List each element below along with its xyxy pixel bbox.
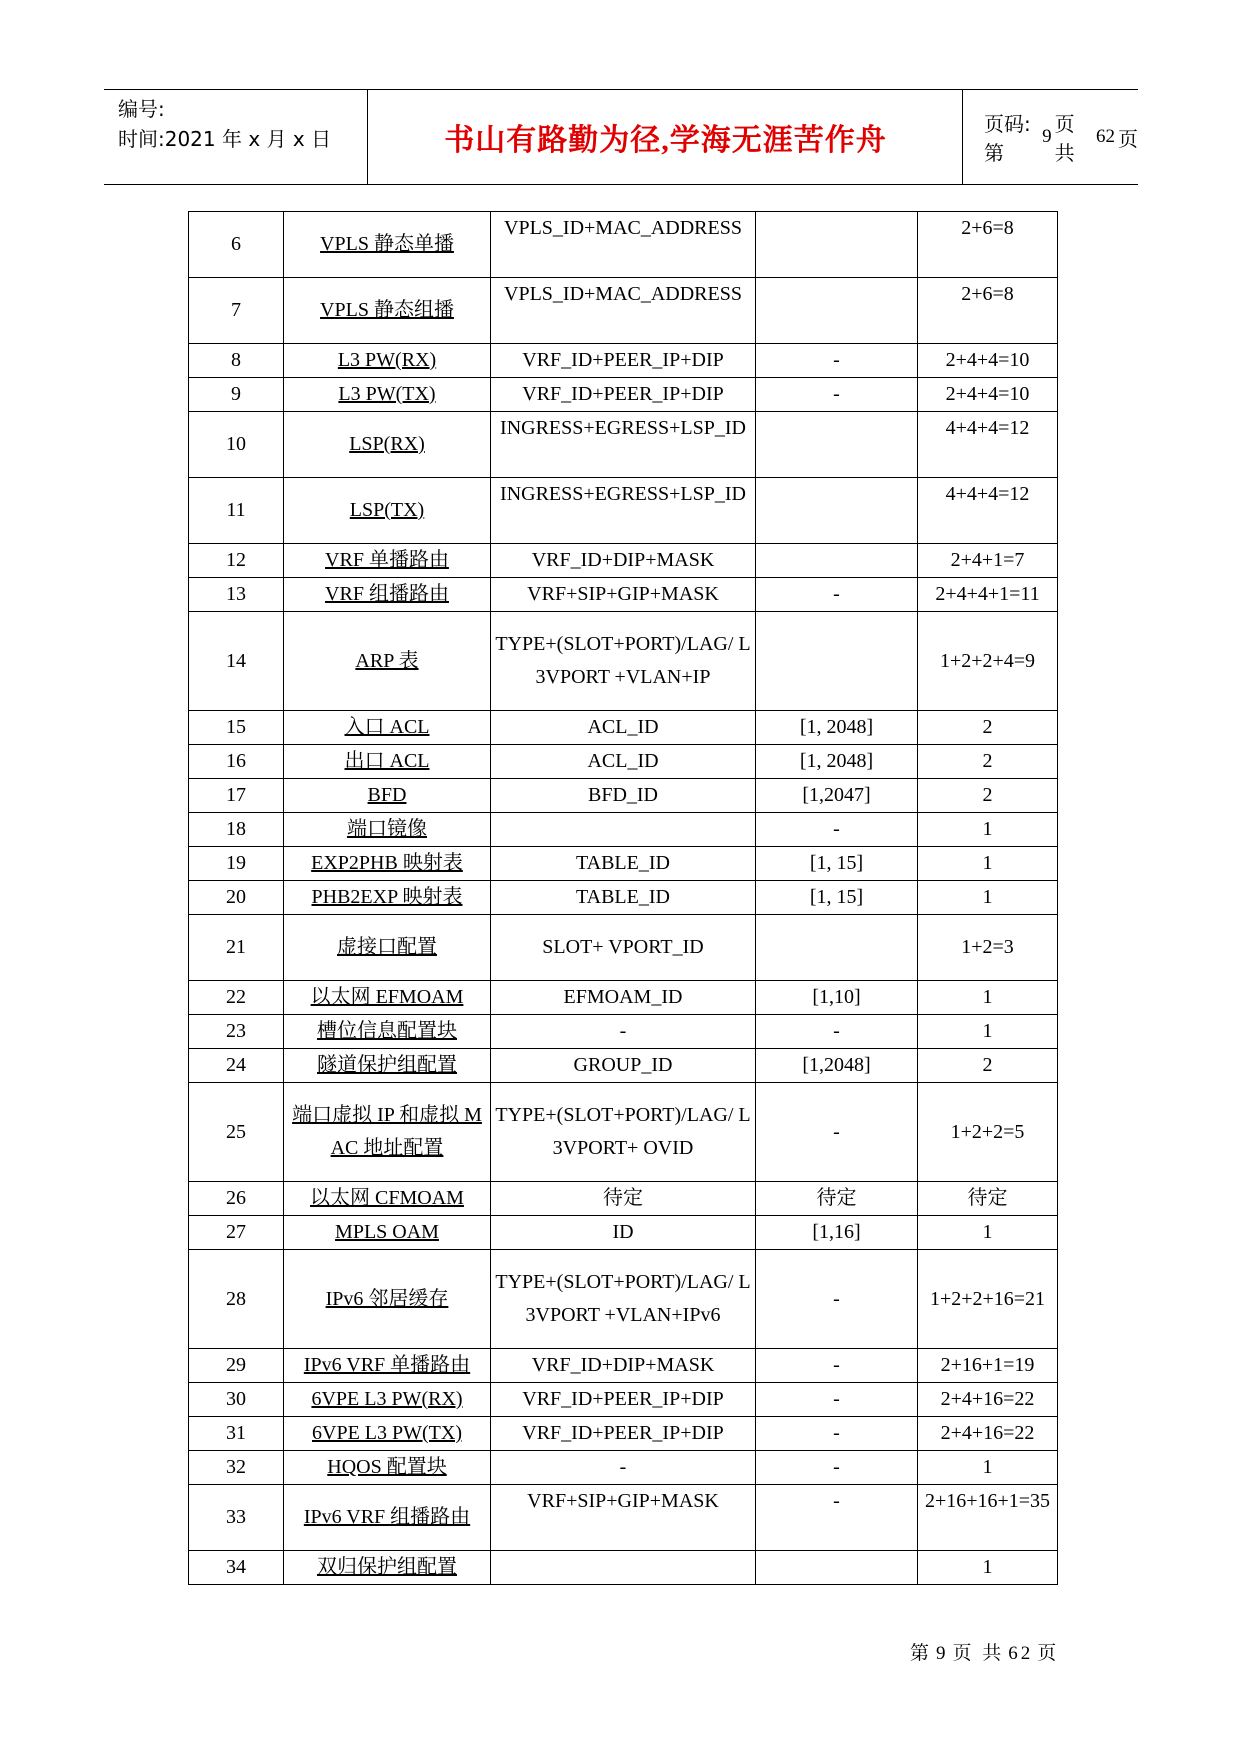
header-page-number <box>984 90 1138 184</box>
row-size-cell: 1 <box>918 847 1058 881</box>
row-key-cell <box>491 1551 756 1585</box>
row-range-cell: - <box>756 378 918 412</box>
row-key-cell: VRF_ID+PEER_IP+DIP <box>491 378 756 412</box>
row-number-cell: 21 <box>189 915 284 981</box>
row-size-cell: 2+6=8 <box>918 212 1058 278</box>
row-range-cell: 待定 <box>756 1182 918 1216</box>
row-size-cell: 2+16+1=19 <box>918 1349 1058 1383</box>
table-row <box>189 1551 1058 1585</box>
row-key-cell: BFD_ID <box>491 779 756 813</box>
row-name-cell: VRF 组播路由 <box>284 578 491 612</box>
table-row <box>189 813 1058 847</box>
table-row <box>189 1485 1058 1551</box>
row-size-cell: 2+6=8 <box>918 278 1058 344</box>
row-number-cell: 19 <box>189 847 284 881</box>
row-name-cell: PHB2EXP 映射表 <box>284 881 491 915</box>
row-number-cell: 6 <box>189 212 284 278</box>
row-key-cell: - <box>491 1451 756 1485</box>
row-key-cell: TABLE_ID <box>491 881 756 915</box>
row-size-cell: 1+2+2+16=21 <box>918 1250 1058 1349</box>
row-size-cell: 2+16+16+1=35 <box>918 1485 1058 1551</box>
row-size-cell: 2+4+4=10 <box>918 378 1058 412</box>
row-size-cell: 1 <box>918 813 1058 847</box>
row-size-cell: 2 <box>918 745 1058 779</box>
row-name-cell: 端口镜像 <box>284 813 491 847</box>
row-key-cell: ACL_ID <box>491 745 756 779</box>
row-number-cell: 33 <box>189 1485 284 1551</box>
table-row <box>189 578 1058 612</box>
row-key-cell: ID <box>491 1216 756 1250</box>
row-key-cell: GROUP_ID <box>491 1049 756 1083</box>
row-key-cell: VRF_ID+PEER_IP+DIP <box>491 344 756 378</box>
row-range-cell <box>756 1551 918 1585</box>
row-number-cell: 15 <box>189 711 284 745</box>
row-number-cell: 28 <box>189 1250 284 1349</box>
row-name-cell: 双归保护组配置 <box>284 1551 491 1585</box>
row-number-cell: 22 <box>189 981 284 1015</box>
row-number-cell: 10 <box>189 412 284 478</box>
row-number-cell: 20 <box>189 881 284 915</box>
row-name-cell: VPLS 静态组播 <box>284 278 491 344</box>
row-range-cell: [1,2047] <box>756 779 918 813</box>
row-name-cell: LSP(RX) <box>284 412 491 478</box>
row-range-cell <box>756 612 918 711</box>
row-range-cell: - <box>756 1349 918 1383</box>
row-size-cell: 2+4+4+1=11 <box>918 578 1058 612</box>
row-range-cell: - <box>756 1250 918 1349</box>
row-number-cell: 31 <box>189 1417 284 1451</box>
row-number-cell: 24 <box>189 1049 284 1083</box>
page-total: 62 <box>1096 126 1115 147</box>
row-key-cell: VRF+SIP+GIP+MASK <box>491 1485 756 1551</box>
row-number-cell: 23 <box>189 1015 284 1049</box>
row-key-cell: INGRESS+EGRESS+LSP_ID <box>491 412 756 478</box>
row-size-cell: 1+2+2+4=9 <box>918 612 1058 711</box>
row-key-cell: TYPE+(SLOT+PORT)/LAG/ L3VPORT +VLAN+IP <box>491 612 756 711</box>
row-name-cell: HQOS 配置块 <box>284 1451 491 1485</box>
row-number-cell: 30 <box>189 1383 284 1417</box>
row-range-cell <box>756 544 918 578</box>
row-key-cell: VPLS_ID+MAC_ADDRESS <box>491 278 756 344</box>
table-row <box>189 1250 1058 1349</box>
row-name-cell: IPv6 VRF 单播路由 <box>284 1349 491 1383</box>
table-row <box>189 212 1058 278</box>
row-name-cell: 出口 ACL <box>284 745 491 779</box>
row-range-cell: [1, 2048] <box>756 745 918 779</box>
row-number-cell: 18 <box>189 813 284 847</box>
row-number-cell: 17 <box>189 779 284 813</box>
footer-current: 9 <box>936 1643 949 1664</box>
row-number-cell: 32 <box>189 1451 284 1485</box>
row-number-cell: 8 <box>189 344 284 378</box>
row-key-cell: ACL_ID <box>491 711 756 745</box>
row-name-cell: L3 PW(TX) <box>284 378 491 412</box>
footer-mid: 页 共 <box>952 1643 1005 1664</box>
table-row <box>189 847 1058 881</box>
row-size-cell: 2 <box>918 711 1058 745</box>
row-range-cell: - <box>756 813 918 847</box>
row-number-cell: 26 <box>189 1182 284 1216</box>
row-size-cell: 2+4+16=22 <box>918 1417 1058 1451</box>
page-footer <box>908 1638 1061 1665</box>
row-size-cell: 1 <box>918 1216 1058 1250</box>
row-key-cell: TYPE+(SLOT+PORT)/LAG/ L3VPORT +VLAN+IPv6 <box>491 1250 756 1349</box>
row-key-cell: SLOT+ VPORT_ID <box>491 915 756 981</box>
row-key-cell: TYPE+(SLOT+PORT)/LAG/ L3VPORT+ OVID <box>491 1083 756 1182</box>
row-key-cell: - <box>491 1015 756 1049</box>
row-name-cell: LSP(TX) <box>284 478 491 544</box>
table-row <box>189 1049 1058 1083</box>
table-row <box>189 779 1058 813</box>
row-key-cell: INGRESS+EGRESS+LSP_ID <box>491 478 756 544</box>
row-number-cell: 16 <box>189 745 284 779</box>
row-range-cell: [1,16] <box>756 1216 918 1250</box>
row-range-cell: - <box>756 1451 918 1485</box>
row-size-cell: 1 <box>918 1551 1058 1585</box>
table-row <box>189 1083 1058 1182</box>
row-key-cell: TABLE_ID <box>491 847 756 881</box>
row-key-cell: VPLS_ID+MAC_ADDRESS <box>491 212 756 278</box>
row-size-cell: 1 <box>918 881 1058 915</box>
row-range-cell: - <box>756 1083 918 1182</box>
row-range-cell: [1, 15] <box>756 881 918 915</box>
row-size-cell: 2 <box>918 779 1058 813</box>
row-range-cell: [1,10] <box>756 981 918 1015</box>
row-range-cell: - <box>756 578 918 612</box>
row-number-cell: 34 <box>189 1551 284 1585</box>
resource-table-body <box>189 212 1058 1585</box>
row-number-cell: 12 <box>189 544 284 578</box>
row-key-cell: VRF_ID+DIP+MASK <box>491 544 756 578</box>
row-name-cell: 6VPE L3 PW(RX) <box>284 1383 491 1417</box>
row-key-cell: 待定 <box>491 1182 756 1216</box>
row-range-cell <box>756 412 918 478</box>
table-row <box>189 1349 1058 1383</box>
table-row <box>189 1216 1058 1250</box>
row-name-cell: IPv6 邻居缓存 <box>284 1250 491 1349</box>
row-name-cell: 隧道保护组配置 <box>284 1049 491 1083</box>
row-number-cell: 25 <box>189 1083 284 1182</box>
footer-total: 62 <box>1008 1643 1034 1664</box>
row-size-cell: 1 <box>918 981 1058 1015</box>
table-row <box>189 544 1058 578</box>
page-current: 9 <box>1042 126 1052 147</box>
row-size-cell: 1+2=3 <box>918 915 1058 981</box>
footer-suffix: 页 <box>1037 1643 1060 1664</box>
row-range-cell <box>756 212 918 278</box>
row-name-cell: VRF 单播路由 <box>284 544 491 578</box>
row-size-cell: 1 <box>918 1451 1058 1485</box>
row-range-cell: - <box>756 1485 918 1551</box>
table-row <box>189 745 1058 779</box>
row-size-cell: 1+2+2=5 <box>918 1083 1058 1182</box>
resource-table <box>188 211 1058 1585</box>
row-number-cell: 14 <box>189 612 284 711</box>
page-suffix: 页 <box>1118 126 1138 151</box>
row-name-cell: ARP 表 <box>284 612 491 711</box>
header-divider <box>962 90 963 184</box>
page-prefix: 页码:第 <box>984 112 1031 165</box>
row-number-cell: 7 <box>189 278 284 344</box>
row-size-cell: 2+4+16=22 <box>918 1383 1058 1417</box>
row-range-cell <box>756 915 918 981</box>
row-name-cell: 以太网 CFMOAM <box>284 1182 491 1216</box>
table-row <box>189 612 1058 711</box>
row-range-cell <box>756 478 918 544</box>
row-number-cell: 11 <box>189 478 284 544</box>
row-size-cell: 2+4+4=10 <box>918 344 1058 378</box>
table-row <box>189 881 1058 915</box>
footer-prefix: 第 <box>910 1643 933 1664</box>
row-name-cell: 端口虚拟 IP 和虚拟 MAC 地址配置 <box>284 1083 491 1182</box>
table-row <box>189 711 1058 745</box>
row-name-cell: BFD <box>284 779 491 813</box>
row-name-cell: 槽位信息配置块 <box>284 1015 491 1049</box>
table-row <box>189 1451 1058 1485</box>
row-name-cell: MPLS OAM <box>284 1216 491 1250</box>
table-row <box>189 1417 1058 1451</box>
row-key-cell: VRF_ID+DIP+MASK <box>491 1349 756 1383</box>
row-range-cell: [1, 2048] <box>756 711 918 745</box>
row-range-cell <box>756 278 918 344</box>
page-mid: 页 共 <box>1054 112 1075 165</box>
row-size-cell: 2+4+1=7 <box>918 544 1058 578</box>
row-name-cell: 虚接口配置 <box>284 915 491 981</box>
table-row <box>189 1015 1058 1049</box>
row-range-cell: - <box>756 1417 918 1451</box>
header-motto: 书山有路勤为径,学海无涯苦作舟 <box>444 124 887 157</box>
row-range-cell: - <box>756 344 918 378</box>
table-row <box>189 1182 1058 1216</box>
row-range-cell: - <box>756 1383 918 1417</box>
row-number-cell: 9 <box>189 378 284 412</box>
serial-label: 编号: <box>118 97 165 121</box>
table-row <box>189 981 1058 1015</box>
row-key-cell <box>491 813 756 847</box>
row-name-cell: 6VPE L3 PW(TX) <box>284 1417 491 1451</box>
table-row <box>189 412 1058 478</box>
row-name-cell: EXP2PHB 映射表 <box>284 847 491 881</box>
row-range-cell: [1,2048] <box>756 1049 918 1083</box>
row-key-cell: VRF+SIP+GIP+MASK <box>491 578 756 612</box>
table-row <box>189 278 1058 344</box>
header-meta <box>118 94 331 154</box>
row-size-cell: 4+4+4=12 <box>918 412 1058 478</box>
row-number-cell: 13 <box>189 578 284 612</box>
table-row <box>189 344 1058 378</box>
row-size-cell: 4+4+4=12 <box>918 478 1058 544</box>
row-size-cell: 1 <box>918 1015 1058 1049</box>
table-row <box>189 1383 1058 1417</box>
table-row <box>189 478 1058 544</box>
row-name-cell: 入口 ACL <box>284 711 491 745</box>
row-key-cell: VRF_ID+PEER_IP+DIP <box>491 1417 756 1451</box>
row-name-cell: IPv6 VRF 组播路由 <box>284 1485 491 1551</box>
time-label: 时间:2021 年 x 月 x 日 <box>118 127 332 151</box>
row-size-cell: 2 <box>918 1049 1058 1083</box>
row-name-cell: VPLS 静态单播 <box>284 212 491 278</box>
row-number-cell: 27 <box>189 1216 284 1250</box>
row-number-cell: 29 <box>189 1349 284 1383</box>
row-range-cell: - <box>756 1015 918 1049</box>
header-divider <box>367 90 368 184</box>
table-row <box>189 915 1058 981</box>
row-key-cell: VRF_ID+PEER_IP+DIP <box>491 1383 756 1417</box>
table-row <box>189 378 1058 412</box>
row-size-cell: 待定 <box>918 1182 1058 1216</box>
page-header <box>104 89 1138 185</box>
row-range-cell: [1, 15] <box>756 847 918 881</box>
row-key-cell: EFMOAM_ID <box>491 981 756 1015</box>
row-name-cell: L3 PW(RX) <box>284 344 491 378</box>
row-name-cell: 以太网 EFMOAM <box>284 981 491 1015</box>
